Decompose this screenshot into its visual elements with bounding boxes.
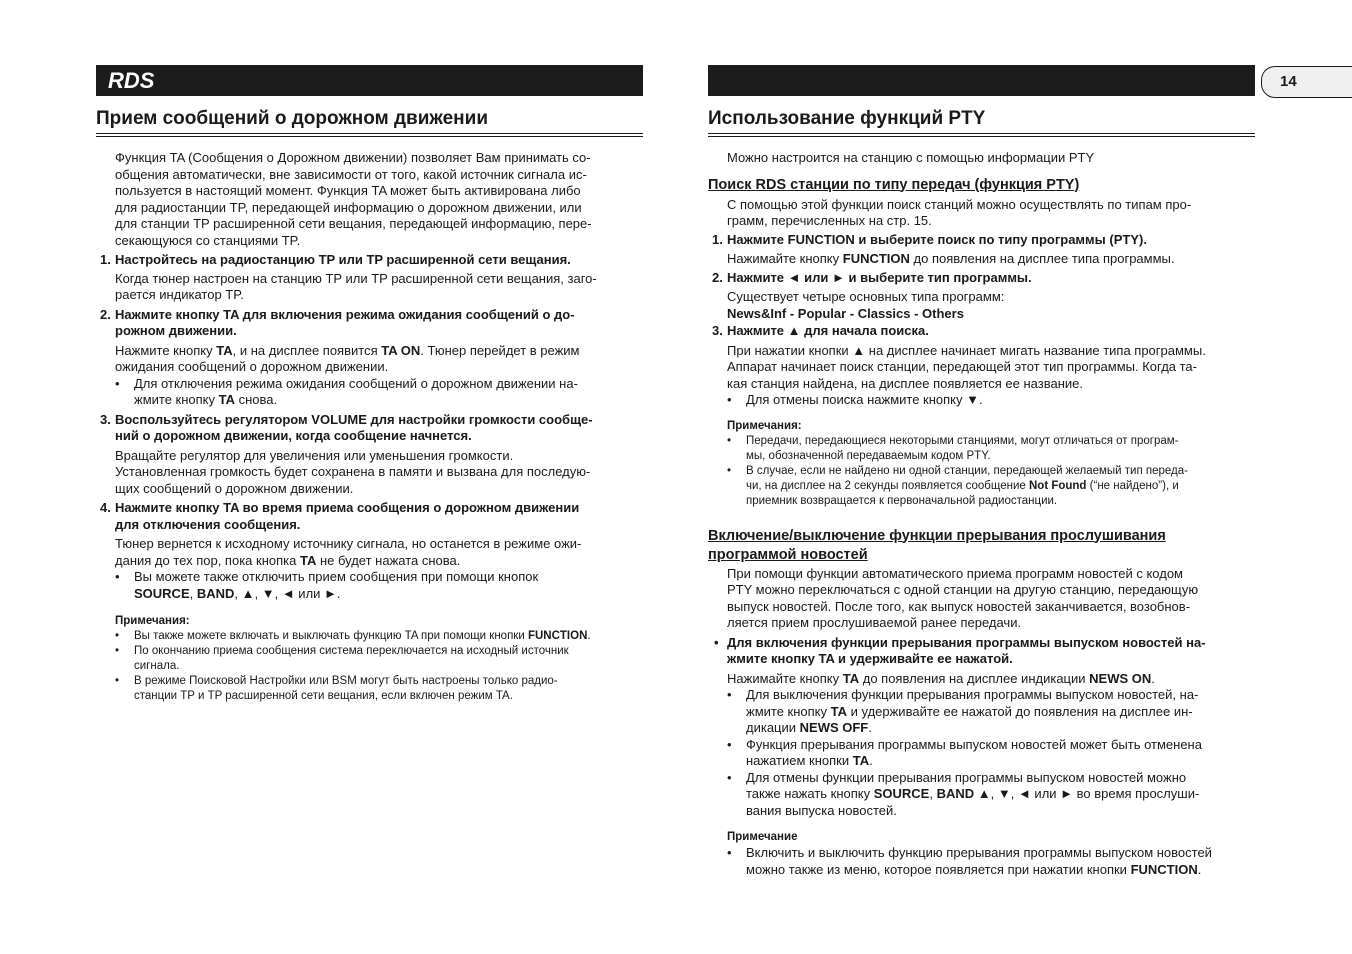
step-2-bullet: • Для отключения режима ожидания сообщений о дорожном движении на- жмите кнопку TA снова. [96,376,643,409]
subheading-news-interrupt: Включение/выключение функции прерывания прослушивания программой новостей [708,527,1166,563]
news-intro: При помощи функции автоматического приема программ новостей с кодом PTY можно переключаться с одной станции на другую станцию, передающую выпуск новостей. После того, как выпуск новостей заканчивается, возобнов- ляется прием прослушиваемой ранее передачи. [727,565,1199,630]
pty-intro: Можно настроится на станцию с помощью информации PTY [727,150,1095,165]
note-item: • В случае, если не найдено ни одной станции, передающей желаемый тип переда- чи, на дисплее на 2 секунды появляется сообщение Not Found (“не найдено”), и приемник возвращается к первоначальной радиостанции. [708,464,1268,509]
page-heading-left: Прием сообщений о дорожном движении [96,108,643,137]
section-bar-left [96,65,643,96]
note-item: • Включить и выключить функцию прерывания программы выпуском новостей можно также из меню, которое появляется при нажатии кнопки FUNCTION. [708,845,1268,878]
note-item: • Передачи, передающиеся некоторыми станциями, могут отличаться от програм- мы, обозначенной передаваемым кодом PTY. [708,434,1268,464]
page-number-tab [1261,66,1352,98]
section-title: RDS [108,68,155,93]
right-column [708,150,1268,878]
pty-step-2-body: Существует четыре основных типа программ: News&Inf - Popular - Classics - Others [708,289,1268,322]
news-body: Нажимайте кнопку TA до появления на дисплее индикации NEWS ON. [727,670,1155,686]
page-heading-right: Использование функций PTY [708,108,1255,137]
news-bullet: • Для отмены функции прерывания программы выпуском новостей можно также нажать кнопку SOURCE, BAND ▲, ▼, ◄ или ► во время прослуши- вания выпуска новостей. [708,770,1268,820]
step-1-body: Когда тюнер настроен на станцию TP или TP расширенной сети вещания, заго- рается индикатор TP. [115,270,597,302]
news-bold-bullet: • Для включения функции прерывания программы выпуском новостей на- жмите кнопку TA и удерживайте ее нажатой. [708,635,1268,668]
step-4-bullet: • Вы можете также отключить прием сообщения при помощи кнопок SOURCE, BAND, ▲, ▼, ◄ или ►. [96,569,643,602]
step-4: 4. Нажмите кнопку TA во время приема сообщения о дорожном движении для отключения сообщения. [100,500,580,532]
step-2: 2. Нажмите кнопку TA для включения режима ожидания сообщений о до- рожном движении. [100,306,575,338]
pty-step-3-body: При нажатии кнопки ▲ на дисплее начинает мигать название типа программы. Аппарат начинает поиск станции, передающей этот тип программы. Когда та- кая станция найдена, на дисплее появляется ее название. [727,342,1206,391]
pty-step-2: 2. Нажмите ◄ или ► и выберите тип программы. [712,269,1032,285]
page-number: 14 [1280,73,1297,90]
subheading-pty-search: Поиск RDS станции по типу передач (функция PTY) [708,176,1080,193]
news-bullet: • Функция прерывания программы выпуском новостей может быть отменена нажатием кнопки TA. [708,737,1268,770]
pty-step-1-body: Нажимайте кнопку FUNCTION до появления на дисплее типа программы. [727,251,1175,266]
note-item: • Вы также можете включать и выключать функцию TA при помощи кнопки FUNCTION. [96,629,643,644]
notes-title: Примечания: [115,615,190,627]
left-column [96,150,643,704]
program-types: News&Inf - Popular - Classics - Others [727,305,964,321]
step-1: 1. Настройтесь на радиостанцию TP или TP расширенной сети вещания. [100,252,571,267]
notes-title: Примечание [727,831,798,843]
step-2-body: Нажмите кнопку TA, и на дисплее появится TA ON. Тюнер перейдет в режим ожидания сообщений о дорожном движении. [115,342,580,374]
note-item: • В режиме Поисковой Настройки или BSM могут быть настроены только радио- станции TP и TP расширенной сети вещания, если включен режим TA. [96,674,643,704]
note-item: • По окончанию приема сообщения система переключается на исходный источник сигнала. [96,644,643,674]
step-3-body: Вращайте регулятор для увеличения или уменьшения громкости. Установленная громкость будет сохранена в памяти и вызвана для последую- щих сообщений о дорожном движении. [115,447,591,496]
section-bar-right [708,65,1255,96]
news-bullet: • Для выключения функции прерывания программы выпуском новостей, на- жмите кнопку TA и удерживайте ее нажатой до появления на дисплее ин- дикации NEWS OFF. [708,687,1268,737]
pty-step-1: 1. Нажмите FUNCTION и выберите поиск по типу программы (PTY). [712,231,1147,247]
intro-paragraph: Функция TA (Сообщения о Дорожном движении) позволяет Вам принимать со- общения автоматически, вне зависимости от того, какой источник сигнала ис- пользуется в настоящий момент. Функция TA может быть активирована либо для радиостанции TP, передающей информацию о дорожном движении, или для станции TP расширенной сети вещания, передающей информацию, пере- секающуюся со станциями TP. [115,150,592,248]
step-4-body: Тюнер вернется к исходному источнику сигнала, но останется в режиме ожи- дания до тех пор, пока кнопка TA не будет нажата снова. [115,536,582,568]
pty-step-3: 3. Нажмите ▲ для начала поиска. [712,323,929,338]
pty-step-3-bullet: • Для отмены поиска нажмите кнопку ▼. [708,392,1268,409]
step-3: 3. Воспользуйтесь регулятором VOLUME для настройки громкости сообще- ний о дорожном движении, когда сообщение начнется. [100,411,593,443]
notes-title: Примечания: [727,419,802,432]
pty-search-intro: С помощью этой функции поиск станций можно осуществлять по типам про- грамм, перечисленных на стр. 15. [727,196,1192,228]
